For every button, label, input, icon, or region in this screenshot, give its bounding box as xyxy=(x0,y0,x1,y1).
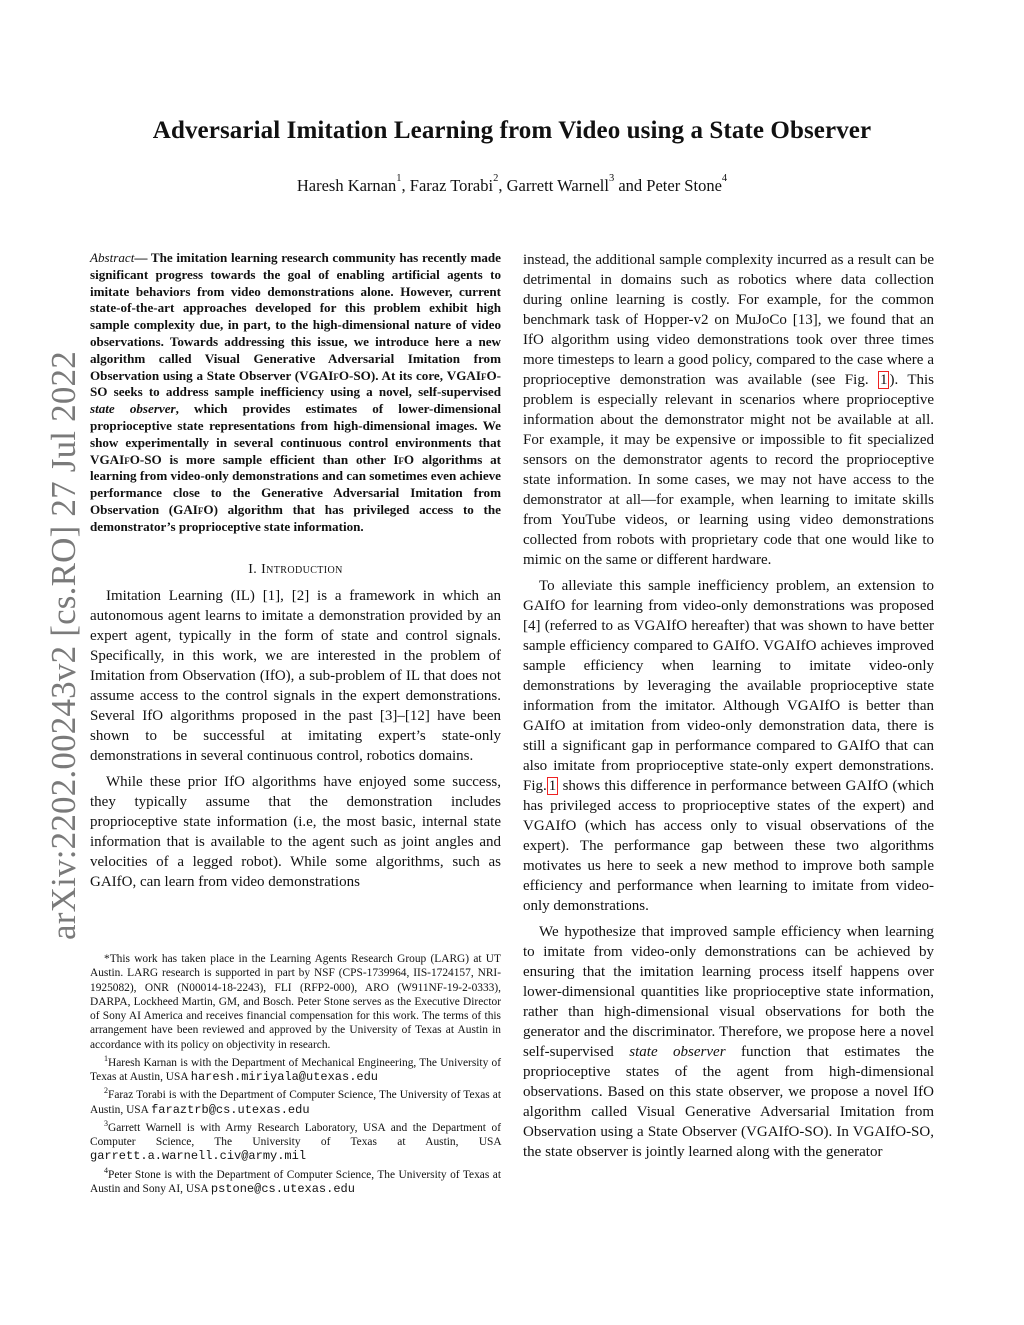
author-separator: , xyxy=(401,176,410,195)
affiliation-mark: 4 xyxy=(721,173,728,184)
section-heading xyxy=(90,562,501,578)
footnote-text: Garrett Warnell is with Army Research Laboratory, USA and the Department of Computer Science, The University of Texas at Austin, USA xyxy=(90,1121,501,1148)
author-list xyxy=(80,173,944,196)
left-column xyxy=(90,250,501,892)
section-title: Introduction xyxy=(261,561,343,577)
footnote-mark: 3 xyxy=(104,1118,108,1128)
paragraph-text: We hypothesize that improved sample efficiency when learning to imitate from video-only demonstrations can be achieved by ensuring that the imitation learning process itself happens over lower-dimensional quantities like proprioceptive state information, rather than high-dimensional visual observations for both the generator and the discriminator. Therefore, we propose here a novel self-supervised xyxy=(523,924,934,1060)
author-name: Haresh Karnan xyxy=(296,176,397,195)
arxiv-watermark xyxy=(20,351,83,940)
footnote-mark: 4 xyxy=(104,1165,108,1175)
paragraph-text: ). This problem is especially relevant in scenarios where proprioceptive information about the demonstrator might not be available at all. For example, it may be expensive or impossible to fit specialized sensors on the demonstrator agents to record the proprioceptive state information. In some cases, we may not have access to the demonstrator at all—for example, when learning to imitate skills from YouTube videos, or learning using video demonstrations collected from robots with proprietary code that one would like to mimic on the same or different hardware. xyxy=(523,372,934,568)
email-link[interactable]: pstone@cs.utexas.edu xyxy=(210,1181,355,1196)
gaifo-acronym: GAIfO xyxy=(173,501,214,517)
footnote-4 xyxy=(90,1164,501,1196)
author-name: Faraz Torabi xyxy=(409,176,494,195)
abstract-text: is more sample efficient than other xyxy=(161,451,394,467)
email-link[interactable]: garrett.a.warnell.civ@army.mil xyxy=(90,1149,307,1164)
abstract-text: — The imitation learning research community has recently made significant progress towards the goal of enabling artificial agents to imitate behaviors from video demonstrations alone. However, current state-of-the-art approaches developed for this problem exhibit high sample complexity due, in part, to the high-dimensional nature of video observations. Towards addressing this issue, we introduce here a new algorithm called Visual Generative Adversarial Imitation from Observation using a State Observer ( xyxy=(90,250,501,383)
abstract-emphasis: state observer xyxy=(90,401,176,417)
figure-reference-link[interactable]: 1 xyxy=(548,778,557,794)
footnote-mark: 2 xyxy=(104,1086,108,1096)
footnote-text: Haresh Karnan is with the Department of Mechanical Engineering, The University of Texas at Austin, USA xyxy=(90,1056,501,1084)
intro-paragraph-1: Imitation Learning (IL) [1], [2] is a framework in which an autonomous agent learns to imitate a demonstration provided by an expert agent, typically in the form of state and control signals. Specifically, in this work, we are interested in the problem of Imitation from Observation (IfO), a sub-problem of IL that does not assume access to the control signals in the expert demonstrations. Several IfO algorithms proposed in the past [3]–[12] have been shown to be successful at imitating expert’s state-only demonstrations in several continuous control, robotics domains. xyxy=(90,587,501,764)
email-link[interactable]: faraztrb@cs.utexas.edu xyxy=(151,1102,310,1117)
method-acronym: VGAIfO-SO xyxy=(90,451,162,467)
affiliation-mark: 3 xyxy=(608,173,615,184)
paper-title: Adversarial Imitation Learning from Video using a State Observer xyxy=(152,117,872,144)
paragraph-text: instead, the additional sample complexity incurred as a result can be detrimental in domains such as robotics where data collection during online learning is costly. For example, for the common benchmark task of Hopper-v2 on MuJoCo [13], we found that an IfO algorithm using video demonstrations took over three times more timesteps to learn a good policy, compared to the case where a proprioceptive demonstration was available (see Fig. xyxy=(523,252,934,388)
paragraph-text: To alleviate this sample inefficiency problem, an extension to GAIfO for learning from video-only demonstrations was proposed [4] (referred to as VGAIfO hereafter) that was shown to have better sample efficiency compared to GAIfO. VGAIfO achieves improved sample efficiency when learning to imitate video-only demonstrations by leveraging the available proprioceptive state information from the imitator. Although VGAIfO is better than GAIfO at imitation from video-only demonstration data, there is still a significant gap in performance compared to GAIfO that can also imitate from proprioceptive state-only expert demonstrations. Fig. xyxy=(523,578,934,794)
arxiv-id: arXiv:2202.00243v2 [cs.RO] 27 Jul 2022 xyxy=(44,351,83,940)
author-name: Peter Stone xyxy=(646,176,722,195)
footnote-mark: 1 xyxy=(104,1054,108,1064)
footnote-text: Faraz Torabi is with the Department of Computer Science, The University of Texas at Austin, USA xyxy=(90,1089,501,1116)
footnotes xyxy=(90,952,501,1196)
ifo-acronym: IfO xyxy=(393,451,415,467)
method-acronym: VGAIfO-SO xyxy=(90,367,501,400)
intro-paragraph-2: While these prior IfO algorithms have enjoyed some success, they typically assume that the demonstration includes proprioceptive state information (i.e, the most basic, internal state information that is available to the agent such as joint angles and velocities of a legged robot). While some algorithms, such as GAIfO, can learn from video demonstrations xyxy=(90,773,501,890)
abstract-text: ) algorithm that has privileged access to the demonstrator’s proprioceptive state information. xyxy=(90,501,501,534)
abstract xyxy=(90,250,501,536)
footnote-1 xyxy=(90,1052,501,1084)
abstract-text: ). At its core, xyxy=(370,367,447,383)
author-name: Garrett Warnell xyxy=(506,176,609,195)
right-paragraph-2 xyxy=(523,576,934,916)
affiliation-mark: 1 xyxy=(396,173,402,184)
abstract-text: seeks to address sample inefficiency using a novel, self-supervised xyxy=(107,384,501,400)
email-link[interactable]: haresh.miriyala@utexas.edu xyxy=(190,1070,379,1085)
method-acronym: VGAIfO-SO xyxy=(299,367,371,383)
author-separator: , xyxy=(498,176,507,195)
figure-reference-link[interactable]: 1 xyxy=(879,372,888,388)
abstract-label: Abstract xyxy=(90,250,135,265)
right-paragraph-1 xyxy=(523,250,934,570)
emphasis-text: state observer xyxy=(629,1044,726,1060)
footnote-2 xyxy=(90,1084,501,1116)
paragraph-text: shows this difference in performance between GAIfO (which has privileged access to proprioceptive states of the expert) and VGAIfO (which has access only to visual observations of the expert). The performance gap between these two algorithms motivates us here to seek a new method to improve both sample efficiency and performance when learning to imitate from video-only demonstrations. xyxy=(523,778,934,914)
author-separator: and xyxy=(614,176,647,195)
right-column xyxy=(523,250,934,1162)
right-paragraph-3 xyxy=(523,922,934,1162)
abstract-text: algorithms at learning from video-only demonstrations and can sometimes even achieve performance close to the Generative Adversarial Imitation from Observation ( xyxy=(90,451,502,517)
paragraph-text: function that estimates the proprioceptive states of the agent from high-dimensional observations. Based on this state observer, we propose a novel IfO algorithm called Visual Generative Adversarial Imitation from Observation using a State Observer (VGAIfO-SO). In VGAIfO-SO, the state observer is jointly learned along with the generator xyxy=(523,1044,934,1160)
funding-footnote: *This work has taken place in the Learning Agents Research Group (LARG) at UT Austin. LARG research is supported in part by NSF (CPS-1739964, IIS-1724157, NRI-1925082), ONR (N00014-18-2243), FLI (RFP2-000), ARO (W911NF-19-2-0333), DARPA, Lockheed Martin, GM, and Bosch. Peter Stone serves as the Executive Director of Sony AI America and receives financial compensation for this work. The terms of this arrangement have been reviewed and approved by the University of Texas at Austin in accordance with its policy on objectivity in research. xyxy=(90,953,501,1051)
footnote-text: Peter Stone is with the Department of Computer Science, The University of Texas at Austin and Sony AI, USA xyxy=(90,1168,501,1195)
footnote-3 xyxy=(90,1117,501,1164)
abstract-text: , which provides estimates of lower-dimensional proprioceptive state representations from high-dimensional images. We show experimentally in several continuous control environments that xyxy=(90,401,501,450)
section-number: I. xyxy=(248,561,258,577)
affiliation-mark: 2 xyxy=(493,173,499,184)
